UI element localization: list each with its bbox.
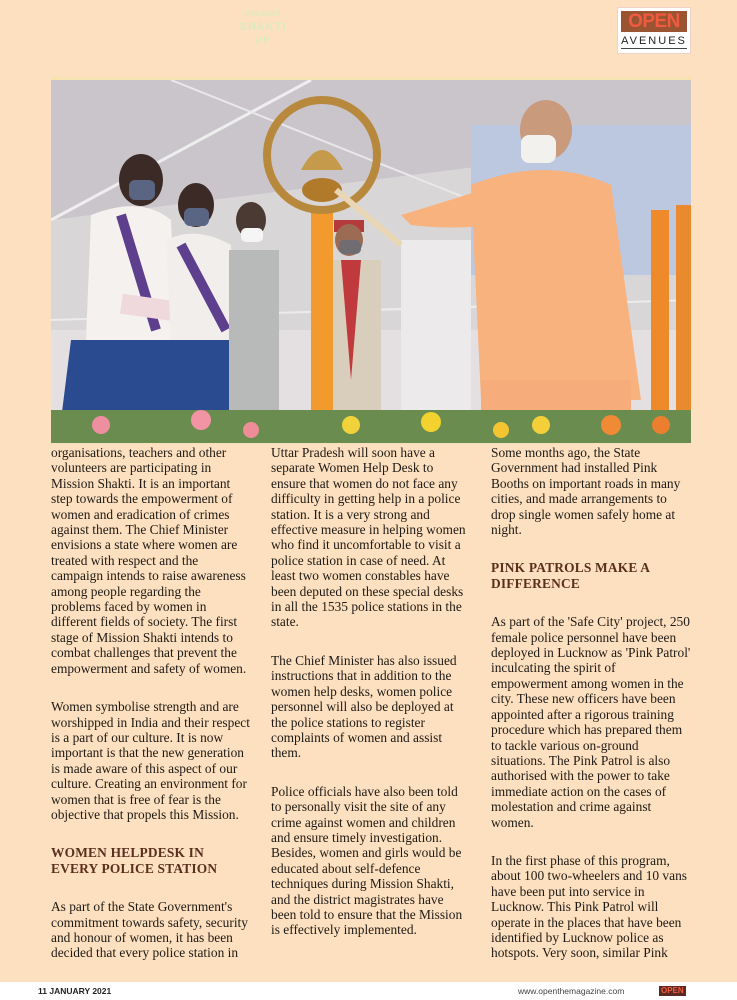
faded-title-line: SHAKTI bbox=[239, 21, 287, 33]
faded-title-line: UP bbox=[254, 35, 272, 45]
paragraph: As part of the 'Safe City' project, 250 female police personnel have been deployed in Lucknow as 'Pink Patrol' inculcating the spirit of empowerment among women in the city. These new officers have been appointed after a rigorous training procedure which has prepared them to tackle various on-ground situations. The Pink Patrol is also authorised with the power to take immediate action on the cases of molestation and crime against women. bbox=[491, 614, 691, 830]
paragraph: Police officials have also been told to personally visit the site of any crime against women and children and ensure timely investigation. Besides, women and girls would be educated about self-defence techniques during Mission Shakti, and the district magistrates have been told to ensure that the Mission is effectively implemented. bbox=[271, 783, 463, 938]
article-column-3 bbox=[491, 445, 691, 984]
paragraph: Women symbolise strength and are worshipped in India and their respect is a part of our culture. It is now important is that the new generation is made aware of this aspect of our culture. Creating an environment for women that is free of fear is the objective that propels this Mission. bbox=[51, 699, 250, 822]
open-avenues-logo bbox=[617, 7, 691, 54]
logo-avenues-text: AVENUES bbox=[621, 35, 687, 47]
paragraph: In the first phase of this program, about 100 two-wheelers and 10 vans have been put into service in Lucknow. This Pink Patrol will operate in the places that have been identified by Lucknow police as hotspots. Very soon, similar Pink bbox=[491, 852, 687, 961]
footer-date: 11 JANUARY 2021 bbox=[38, 986, 112, 996]
paragraph: Some months ago, the State Government had installed Pink Booths on important roads in many cities, and made arrangements to drop single women safely home at night. bbox=[491, 445, 681, 538]
section-heading: WOMEN HELPDESK IN EVERY POLICE STATION bbox=[51, 845, 218, 876]
logo-open-text: OPEN bbox=[621, 11, 687, 32]
paragraph: As part of the State Government's commitment towards safety, security and honour of women, it has been decided that every police station in bbox=[51, 899, 248, 961]
faded-title-line: MISSION bbox=[244, 11, 282, 18]
paragraph: The Chief Minister has also issued instructions that in addition to the women help desks, women police personnel will also be deployed at the police stations to register complaints of women and assist them. bbox=[271, 652, 457, 761]
footer-website-link[interactable]: www.openthemagazine.com bbox=[518, 986, 625, 996]
paragraph: organisations, teachers and other volunteers are participating in Mission Shakti. It is an important step towards the empowerment of women and eradication of crimes against them. The Chief Minister envisions a state where women are treated with respect and the campaign intends to raise awareness among people regarding the problems faced by women in different fields of society. The first stage of Mission Shakti intends to combat challenges that prevent the empowerment and safety of women. bbox=[51, 445, 247, 676]
footer-open-logo: OPEN bbox=[661, 986, 684, 995]
faded-section-title bbox=[218, 8, 308, 47]
article-photo bbox=[51, 77, 691, 443]
paragraph: Uttar Pradesh will soon have a separate Women Help Desk to ensure that women do not face any difficulty in getting help in a police station. It is a very strong and effective measure in helping women who find it uncomfortable to visit a police station in case of need. At least two women constables have been deputed on these special desks in all the 1535 police stations in the state. bbox=[271, 445, 466, 630]
article-column-1 bbox=[51, 445, 251, 984]
photo-image bbox=[51, 80, 691, 443]
section-heading: PINK PATROLS MAKE A DIFFERENCE bbox=[491, 560, 650, 591]
article-column-2 bbox=[271, 445, 471, 961]
